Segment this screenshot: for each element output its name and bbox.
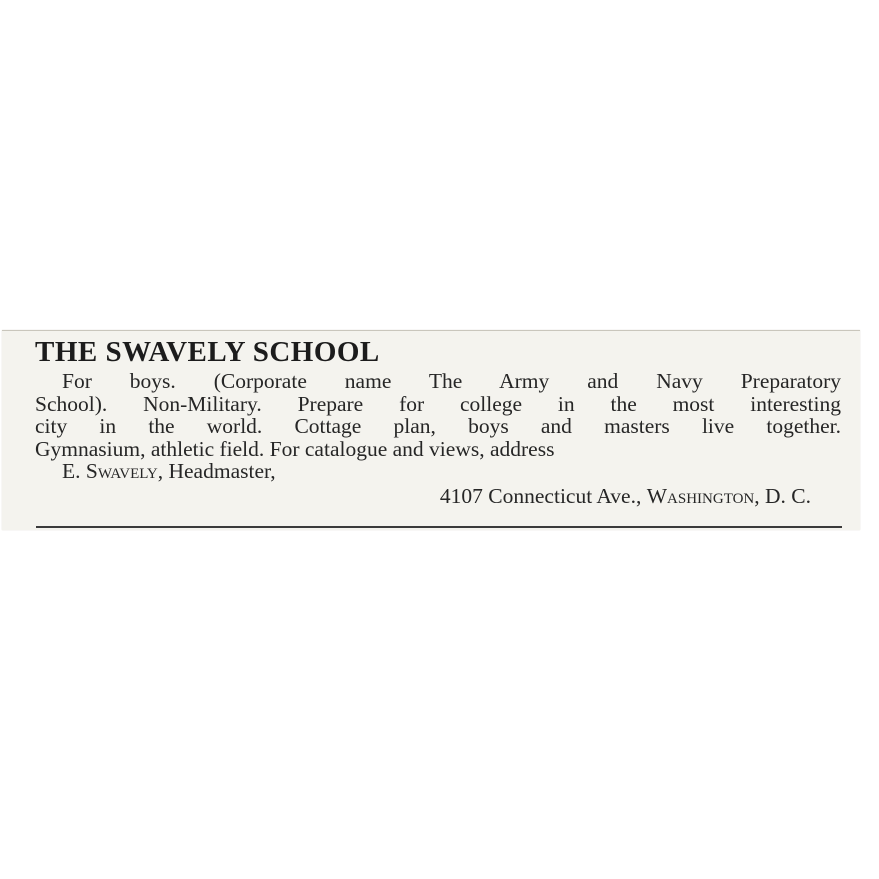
signature-line bbox=[35, 460, 841, 483]
headmaster-name: E. Swavely, bbox=[62, 459, 164, 483]
bottom-rule bbox=[36, 526, 842, 528]
address-line bbox=[35, 485, 841, 508]
school-name-heading: THE SWAVELY SCHOOL bbox=[35, 336, 380, 368]
advertisement-body bbox=[35, 370, 841, 507]
top-rule bbox=[2, 330, 860, 331]
body-line-3: city in the world. Cottage plan, boys and masters live together. bbox=[35, 414, 841, 438]
newspaper-clipping bbox=[2, 330, 860, 530]
street-address: 4107 Connecticut Ave., bbox=[439, 483, 642, 508]
body-line-4: Gymnasium, athletic field. For catalogue and views, address bbox=[35, 436, 555, 461]
body-line-1: For boys. (Corporate name The Army and Navy Preparatory bbox=[62, 369, 841, 393]
city-state: Washington, D. C. bbox=[646, 483, 811, 508]
headmaster-title: Headmaster, bbox=[168, 459, 276, 483]
body-line-2: School). Non-Military. Prepare for college in the most interesting bbox=[35, 391, 841, 416]
